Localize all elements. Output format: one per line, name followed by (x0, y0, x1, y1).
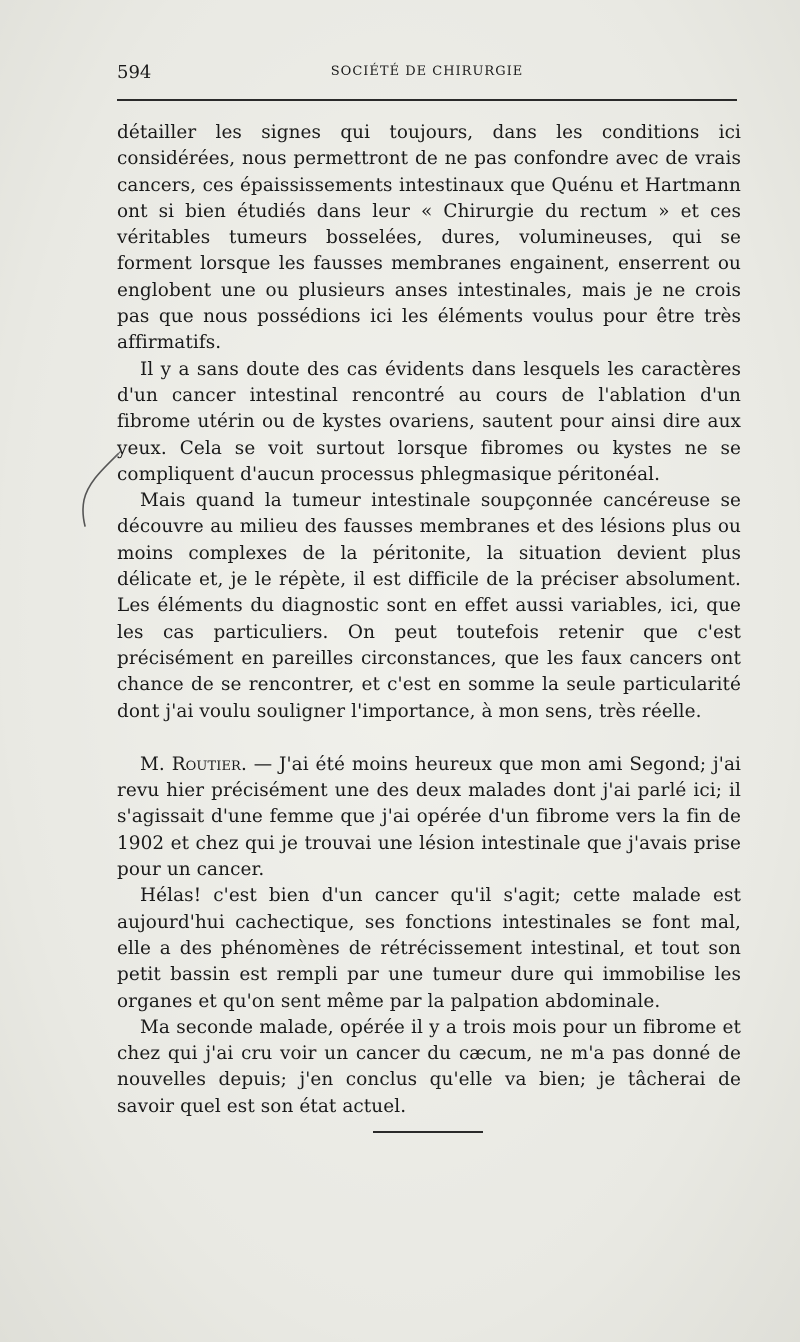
body-text (117, 120, 741, 1120)
margin-pencil-mark (74, 448, 124, 538)
paragraph-suspected-tumor: Mais quand la tumeur intestinale soupçonnée cancéreuse se découvre au milieu des fausses membranes et des lésions plus ou moins complexes de la péritonite, la situation devient plus délicate et, je le répète, il est difficile de la préciser absolument. Les éléments du diagnostic sont en effet aussi variables, ici, que les cas particuliers. On peut toutefois retenir que c'est précisément en pareilles circonstances, que les faux cancers ont chance de se rencontrer, et c'est en somme la seule particularité dont j'ai voulu souligner l'importance, à mon sens, très réelle. (117, 490, 741, 722)
page-number: 594 (117, 62, 152, 83)
paragraph-second-patient: Ma seconde malade, opérée il y a trois mois pour un fibrome et chez qui j'ai cru voir un cancer du cæcum, ne m'a pas donné de nouvelles depuis; j'en conclus qu'elle va bien; je tâcherai de savoir quel est son état actuel. (117, 1016, 741, 1117)
paragraph-routier (117, 752, 741, 883)
paragraph-evident-cases: Il y a sans doute des cas évidents dans lesquels les caractères d'un cancer intestinal rencontré au cours de l'ablation d'un fibrome utérin ou de kystes ovariens, sautent pour ainsi dire aux yeux. Cela se voit surtout lorsque fibromes ou kystes ne se compliquent d'aucun processus phlegmasique péritonéal. (117, 358, 741, 485)
paragraph-continuation: détailler les signes qui toujours, dans les conditions ici considérées, nous permettront de ne pas confondre avec de vrais cancers, ces épaississements intestinaux que Quénu et Hartmann ont si bien étudiés dans leur « Chirurgie du rectum » et ces véritables tumeurs bosselées, dures, volumineuses, qui se forment lorsque les fausses membranes engainent, enserrent ou englobent une ou plusieurs anses intestinales, mais je ne crois pas que nous possédions ici les éléments voulus pour être très affirmatifs. (117, 122, 741, 354)
page-header (117, 62, 737, 84)
header-rule (117, 99, 737, 101)
closing-rule (373, 1131, 483, 1133)
running-title: SOCIÉTÉ DE CHIRURGIE (330, 64, 524, 79)
speaker-name: M. Routier. (140, 753, 247, 775)
speaker-remark: — J'ai été moins heureux que mon ami Segond; j'ai revu hier précisément une des deux malades dont j'ai parlé ici; il s'agissait d'une femme que j'ai opérée d'un fibrome vers la fin de 1902 et chez qui je trouvai une lésion intestinale que j'avais prise pour un cancer. (117, 753, 742, 881)
paragraph-helas: Hélas! c'est bien d'un cancer qu'il s'agit; cette malade est aujourd'hui cachectique, ses fonctions intestinales se font mal, elle a des phénomènes de rétrécissement intestinal, et tout son petit bassin est rempli par une tumeur dure qui immobilise les organes et qu'on sent même par la palpation abdominale. (117, 885, 741, 1012)
